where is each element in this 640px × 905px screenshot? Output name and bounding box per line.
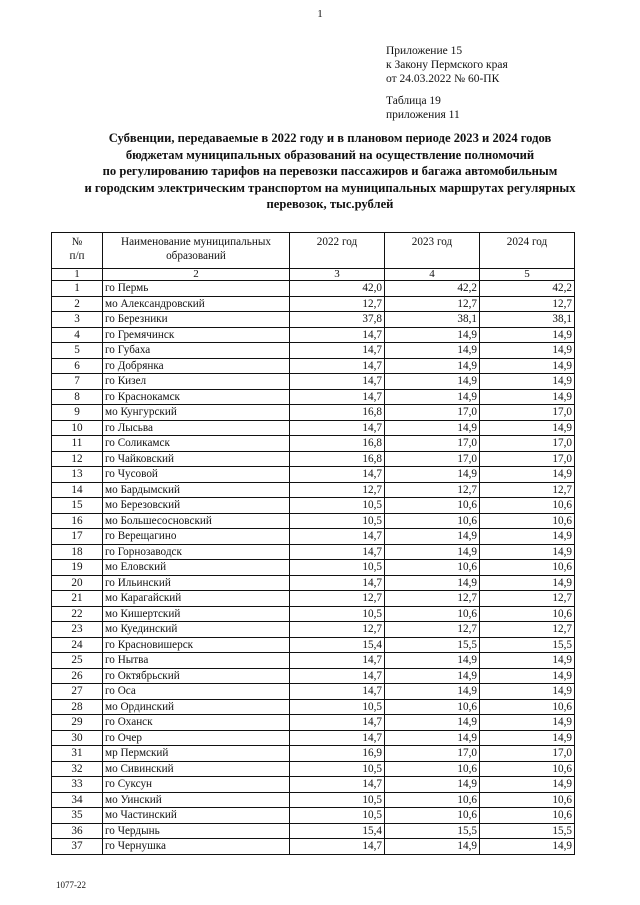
municipality-name: го Краснокамск [103, 389, 290, 405]
value-2024: 14,9 [480, 389, 575, 405]
value-2023: 14,9 [385, 343, 480, 359]
value-2023: 14,9 [385, 358, 480, 374]
value-2024: 12,7 [480, 482, 575, 498]
column-number: 5 [480, 269, 575, 281]
title-line: по регулированию тарифов на перевозки пассажиров и багажа автомобильным [102, 164, 558, 179]
value-2023: 14,9 [385, 529, 480, 545]
value-2023: 14,9 [385, 544, 480, 560]
municipality-name: мо Куединский [103, 622, 290, 638]
table-row [52, 436, 575, 452]
column-number: 3 [290, 269, 385, 281]
municipality-name: мо Ординский [103, 699, 290, 715]
table-row [52, 823, 575, 839]
value-2023: 12,7 [385, 622, 480, 638]
value-2023: 10,6 [385, 513, 480, 529]
column-number: 2 [103, 269, 290, 281]
row-number: 27 [52, 684, 103, 700]
value-2022: 14,7 [290, 777, 385, 793]
value-2023: 42,2 [385, 281, 480, 297]
table-row [52, 699, 575, 715]
value-2022: 14,7 [290, 467, 385, 483]
value-2023: 10,6 [385, 560, 480, 576]
row-number: 25 [52, 653, 103, 669]
municipality-name: мо Александровский [103, 296, 290, 312]
municipality-name: го Кизел [103, 374, 290, 390]
value-2024: 14,9 [480, 544, 575, 560]
municipality-name: го Гремячинск [103, 327, 290, 343]
value-2022: 16,8 [290, 451, 385, 467]
page-number: 1 [317, 8, 323, 20]
table-row [52, 575, 575, 591]
table-row [52, 513, 575, 529]
value-2023: 14,9 [385, 420, 480, 436]
row-number: 24 [52, 637, 103, 653]
row-number: 3 [52, 312, 103, 328]
title-line: бюджетам муниципальных образований на осуществление полномочий [125, 147, 535, 162]
value-2024: 15,5 [480, 823, 575, 839]
subsidies-table [51, 232, 575, 855]
table-row [52, 451, 575, 467]
table-ref-line: Таблица 19 [386, 95, 441, 107]
value-2023: 10,6 [385, 498, 480, 514]
row-number: 1 [52, 281, 103, 297]
municipality-name: го Горнозаводск [103, 544, 290, 560]
value-2023: 10,6 [385, 699, 480, 715]
value-2024: 14,9 [480, 374, 575, 390]
municipality-name: го Чусовой [103, 467, 290, 483]
value-2022: 14,7 [290, 544, 385, 560]
value-2022: 15,4 [290, 823, 385, 839]
value-2022: 16,9 [290, 746, 385, 762]
table-row [52, 312, 575, 328]
municipality-name: мо Частинский [103, 808, 290, 824]
header-number: № п/п [52, 233, 103, 269]
value-2024: 14,9 [480, 715, 575, 731]
table-row [52, 467, 575, 483]
value-2022: 14,7 [290, 684, 385, 700]
value-2024: 17,0 [480, 451, 575, 467]
value-2022: 10,5 [290, 498, 385, 514]
header-2022: 2022 год [290, 233, 385, 269]
municipality-name: мо Кунгурский [103, 405, 290, 421]
column-number: 1 [52, 269, 103, 281]
value-2024: 14,9 [480, 653, 575, 669]
value-2024: 15,5 [480, 637, 575, 653]
table-row [52, 730, 575, 746]
row-number: 23 [52, 622, 103, 638]
value-2023: 15,5 [385, 823, 480, 839]
column-number-row [52, 269, 575, 281]
value-2023: 12,7 [385, 296, 480, 312]
table-row [52, 544, 575, 560]
municipality-name: го Добрянка [103, 358, 290, 374]
table-row [52, 761, 575, 777]
value-2024: 17,0 [480, 405, 575, 421]
table-row [52, 498, 575, 514]
table-row [52, 684, 575, 700]
value-2024: 10,6 [480, 513, 575, 529]
value-2024: 14,9 [480, 358, 575, 374]
title-line: и городским электрическим транспортом на муниципальных маршрутах регулярных [84, 180, 576, 195]
table-row [52, 327, 575, 343]
row-number: 14 [52, 482, 103, 498]
table-row [52, 405, 575, 421]
table-header-row [52, 233, 575, 269]
value-2022: 10,5 [290, 808, 385, 824]
row-number: 13 [52, 467, 103, 483]
table-row [52, 808, 575, 824]
value-2024: 14,9 [480, 684, 575, 700]
table-row [52, 374, 575, 390]
table-ref-line: приложения 11 [386, 109, 460, 121]
municipality-name: го Октябрьский [103, 668, 290, 684]
table-row [52, 296, 575, 312]
value-2022: 14,7 [290, 358, 385, 374]
value-2022: 14,7 [290, 420, 385, 436]
value-2023: 14,9 [385, 668, 480, 684]
column-number: 4 [385, 269, 480, 281]
table-row [52, 482, 575, 498]
row-number: 28 [52, 699, 103, 715]
value-2022: 37,8 [290, 312, 385, 328]
municipality-name: го Соликамск [103, 436, 290, 452]
value-2024: 42,2 [480, 281, 575, 297]
municipality-name: мо Еловский [103, 560, 290, 576]
value-2023: 15,5 [385, 637, 480, 653]
value-2022: 14,7 [290, 715, 385, 731]
value-2022: 14,7 [290, 575, 385, 591]
table-row [52, 715, 575, 731]
table-row [52, 343, 575, 359]
value-2023: 12,7 [385, 482, 480, 498]
municipality-name: мо Карагайский [103, 591, 290, 607]
value-2024: 14,9 [480, 327, 575, 343]
table-row [52, 637, 575, 653]
municipality-name: го Верещагино [103, 529, 290, 545]
header-2023: 2023 год [385, 233, 480, 269]
value-2023: 14,9 [385, 839, 480, 855]
value-2022: 14,7 [290, 374, 385, 390]
row-number: 35 [52, 808, 103, 824]
table-reference [386, 94, 460, 122]
value-2023: 14,9 [385, 389, 480, 405]
row-number: 4 [52, 327, 103, 343]
table-body [52, 233, 575, 855]
row-number: 8 [52, 389, 103, 405]
municipality-name: го Пермь [103, 281, 290, 297]
value-2022: 15,4 [290, 637, 385, 653]
value-2023: 14,9 [385, 575, 480, 591]
header-municipality: Наименование муниципальных образований [103, 233, 290, 269]
value-2023: 14,9 [385, 730, 480, 746]
value-2024: 14,9 [480, 839, 575, 855]
municipality-name: го Суксун [103, 777, 290, 793]
row-number: 20 [52, 575, 103, 591]
appendix-reference [386, 44, 508, 86]
value-2024: 10,6 [480, 792, 575, 808]
value-2022: 12,7 [290, 622, 385, 638]
municipality-name: го Ильинский [103, 575, 290, 591]
table-row [52, 529, 575, 545]
value-2024: 14,9 [480, 343, 575, 359]
value-2022: 10,5 [290, 761, 385, 777]
value-2022: 12,7 [290, 482, 385, 498]
value-2022: 10,5 [290, 792, 385, 808]
value-2023: 14,9 [385, 684, 480, 700]
value-2024: 14,9 [480, 467, 575, 483]
table-row [52, 792, 575, 808]
value-2022: 14,7 [290, 839, 385, 855]
value-2024: 10,6 [480, 560, 575, 576]
value-2024: 12,7 [480, 591, 575, 607]
municipality-name: го Очер [103, 730, 290, 746]
municipality-name: мо Сивинский [103, 761, 290, 777]
value-2023: 14,9 [385, 467, 480, 483]
municipality-name: мо Бардымский [103, 482, 290, 498]
table-row [52, 777, 575, 793]
municipality-name: го Лысьва [103, 420, 290, 436]
row-number: 36 [52, 823, 103, 839]
value-2023: 10,6 [385, 792, 480, 808]
value-2023: 17,0 [385, 436, 480, 452]
value-2022: 12,7 [290, 591, 385, 607]
value-2023: 14,9 [385, 715, 480, 731]
title-line: перевозок, тыс.рублей [266, 197, 394, 212]
appendix-line: от 24.03.2022 № 60-ПК [386, 73, 500, 85]
value-2022: 14,7 [290, 730, 385, 746]
footer-code: 1077-22 [56, 880, 86, 890]
row-number: 15 [52, 498, 103, 514]
row-number: 32 [52, 761, 103, 777]
value-2024: 14,9 [480, 529, 575, 545]
municipality-name: мо Березовский [103, 498, 290, 514]
value-2023: 38,1 [385, 312, 480, 328]
value-2024: 17,0 [480, 746, 575, 762]
value-2024: 10,6 [480, 808, 575, 824]
value-2023: 17,0 [385, 746, 480, 762]
value-2023: 17,0 [385, 405, 480, 421]
row-number: 29 [52, 715, 103, 731]
value-2023: 14,9 [385, 653, 480, 669]
value-2024: 14,9 [480, 575, 575, 591]
value-2022: 16,8 [290, 405, 385, 421]
municipality-name: го Чернушка [103, 839, 290, 855]
value-2023: 14,9 [385, 777, 480, 793]
municipality-name: го Оса [103, 684, 290, 700]
table-row [52, 591, 575, 607]
appendix-line: к Закону Пермского края [386, 59, 508, 71]
municipality-name: мо Кишертский [103, 606, 290, 622]
value-2024: 10,6 [480, 606, 575, 622]
municipality-name: го Чайковский [103, 451, 290, 467]
municipality-name: мо Уинский [103, 792, 290, 808]
value-2022: 42,0 [290, 281, 385, 297]
value-2022: 14,7 [290, 389, 385, 405]
value-2022: 16,8 [290, 436, 385, 452]
table-row [52, 606, 575, 622]
municipality-name: го Чердынь [103, 823, 290, 839]
municipality-name: го Березники [103, 312, 290, 328]
table-row [52, 746, 575, 762]
row-number: 2 [52, 296, 103, 312]
row-number: 5 [52, 343, 103, 359]
row-number: 33 [52, 777, 103, 793]
row-number: 26 [52, 668, 103, 684]
value-2024: 14,9 [480, 777, 575, 793]
municipality-name: мо Большесосновский [103, 513, 290, 529]
table-row [52, 668, 575, 684]
row-number: 16 [52, 513, 103, 529]
value-2024: 10,6 [480, 498, 575, 514]
value-2023: 14,9 [385, 374, 480, 390]
row-number: 12 [52, 451, 103, 467]
table-row [52, 560, 575, 576]
value-2022: 14,7 [290, 653, 385, 669]
value-2024: 14,9 [480, 730, 575, 746]
row-number: 10 [52, 420, 103, 436]
municipality-name: го Нытва [103, 653, 290, 669]
table-row [52, 653, 575, 669]
row-number: 31 [52, 746, 103, 762]
value-2022: 10,5 [290, 606, 385, 622]
value-2023: 10,6 [385, 761, 480, 777]
table-row [52, 281, 575, 297]
municipality-name: го Красновишерск [103, 637, 290, 653]
value-2022: 14,7 [290, 343, 385, 359]
row-number: 17 [52, 529, 103, 545]
row-number: 37 [52, 839, 103, 855]
value-2023: 12,7 [385, 591, 480, 607]
value-2022: 12,7 [290, 296, 385, 312]
row-number: 7 [52, 374, 103, 390]
value-2022: 14,7 [290, 327, 385, 343]
value-2024: 10,6 [480, 761, 575, 777]
table-row [52, 389, 575, 405]
value-2023: 10,6 [385, 606, 480, 622]
document-title [40, 130, 620, 213]
row-number: 9 [52, 405, 103, 421]
value-2024: 10,6 [480, 699, 575, 715]
row-number: 19 [52, 560, 103, 576]
header-2024: 2024 год [480, 233, 575, 269]
row-number: 6 [52, 358, 103, 374]
value-2024: 12,7 [480, 622, 575, 638]
row-number: 18 [52, 544, 103, 560]
value-2022: 14,7 [290, 668, 385, 684]
municipality-name: мр Пермский [103, 746, 290, 762]
row-number: 34 [52, 792, 103, 808]
value-2022: 10,5 [290, 560, 385, 576]
municipality-name: го Губаха [103, 343, 290, 359]
value-2022: 10,5 [290, 513, 385, 529]
appendix-line: Приложение 15 [386, 45, 463, 57]
value-2024: 12,7 [480, 296, 575, 312]
table-row [52, 622, 575, 638]
value-2023: 10,6 [385, 808, 480, 824]
value-2024: 38,1 [480, 312, 575, 328]
value-2022: 14,7 [290, 529, 385, 545]
row-number: 21 [52, 591, 103, 607]
municipality-name: го Оханск [103, 715, 290, 731]
table-row [52, 839, 575, 855]
table-row [52, 358, 575, 374]
row-number: 30 [52, 730, 103, 746]
row-number: 22 [52, 606, 103, 622]
value-2024: 17,0 [480, 436, 575, 452]
title-line: Субвенции, передаваемые в 2022 году и в плановом периоде 2023 и 2024 годов [108, 131, 552, 145]
value-2023: 14,9 [385, 327, 480, 343]
value-2024: 14,9 [480, 668, 575, 684]
row-number: 11 [52, 436, 103, 452]
table-row [52, 420, 575, 436]
value-2022: 10,5 [290, 699, 385, 715]
value-2024: 14,9 [480, 420, 575, 436]
value-2023: 17,0 [385, 451, 480, 467]
